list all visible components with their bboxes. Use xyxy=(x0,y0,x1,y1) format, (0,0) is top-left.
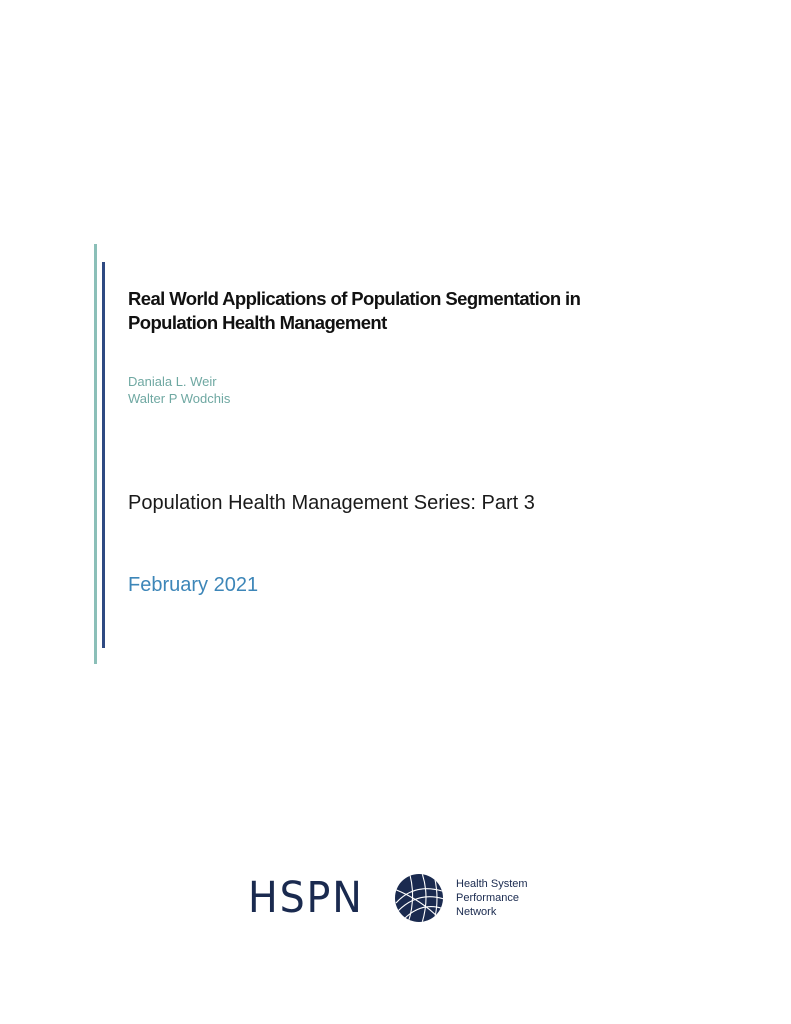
accent-bar-teal xyxy=(94,244,97,664)
logo-name-line: Network xyxy=(456,906,497,918)
author-name: Walter P Wodchis xyxy=(128,391,231,406)
author-name: Daniala L. Weir xyxy=(128,374,217,389)
logo-name xyxy=(456,877,528,919)
logo-acronym: HSPN xyxy=(248,873,364,923)
publication-date: February 2021 xyxy=(128,574,259,596)
series-label: Population Health Management Series: Part 3 xyxy=(128,492,535,514)
title-line: Real World Applications of Population Segmentation in xyxy=(128,288,581,309)
author-list xyxy=(128,373,230,407)
logo-name-line: Health System xyxy=(456,878,528,890)
globe-icon xyxy=(394,873,444,923)
document-title xyxy=(128,287,688,335)
accent-bar-navy xyxy=(102,262,105,648)
title-line: Population Health Management xyxy=(128,312,387,333)
hspn-logo xyxy=(248,873,528,923)
logo-name-line: Performance xyxy=(456,892,519,904)
